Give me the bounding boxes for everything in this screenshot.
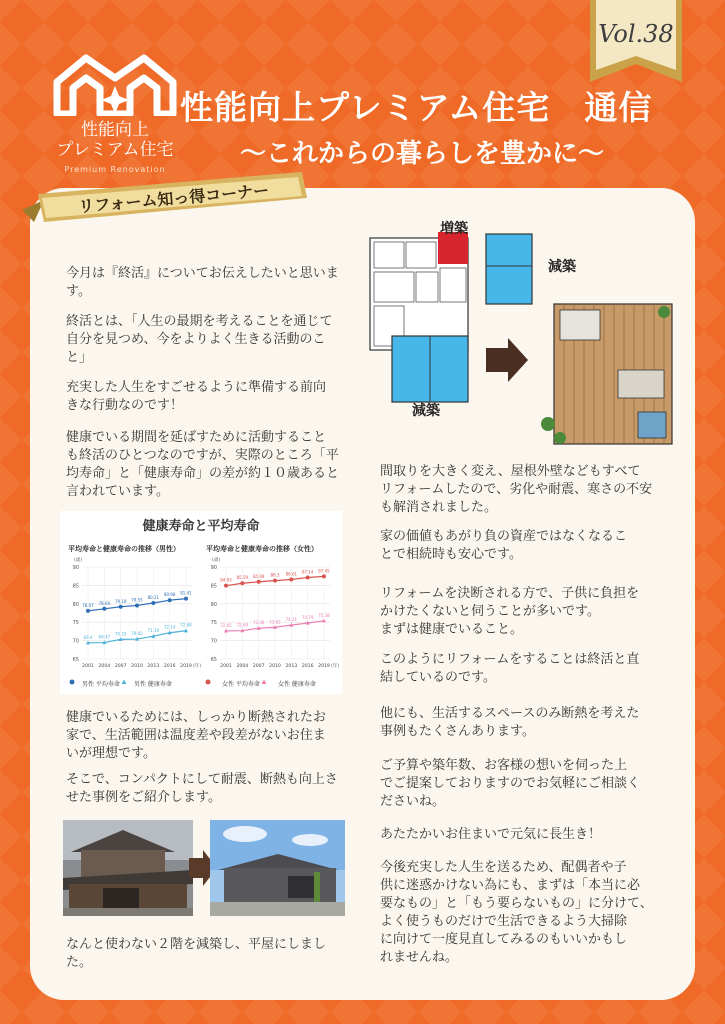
right-paragraph-2-line-2: まずは健康でいること。 bbox=[380, 622, 524, 637]
data-label: 86.61 bbox=[285, 571, 298, 577]
right-paragraph-0-line-1: リフォームしたので、劣化や耐震、寒さの不安 bbox=[380, 482, 653, 497]
left-paragraph-1-line-0: 終活とは、「人生の最期を考えることを通じて bbox=[66, 314, 333, 329]
y-tick-label: 80 bbox=[210, 601, 217, 608]
data-label: 70.42 bbox=[131, 631, 143, 637]
data-label: 80.98 bbox=[163, 592, 176, 598]
left-paragraph-5-line-1: せた事例をご紹介します。 bbox=[66, 790, 221, 805]
x-tick-label: 2007 bbox=[252, 664, 265, 669]
section-ribbon bbox=[22, 168, 312, 228]
x-tick-label: 2016 bbox=[301, 664, 314, 669]
x-tick-label: 2019 bbox=[180, 664, 192, 669]
label-reduce-top: 減築 bbox=[548, 259, 576, 275]
page-title: 性能向上プレミアム住宅 通信 bbox=[180, 88, 653, 127]
left-paragraph-4-line-2: いが理想です。 bbox=[66, 746, 156, 761]
data-label: 86.3 bbox=[270, 572, 280, 578]
right-paragraph-7-line-3: よく使うものだけで生活できるよう大掃除 bbox=[380, 914, 628, 929]
right-paragraph-5-line-0: ご予算や築年数、お客様の想いを伺った上 bbox=[380, 758, 628, 773]
right-paragraph-3-line-1: 結しているのです。 bbox=[380, 670, 496, 685]
before-photo bbox=[63, 820, 193, 916]
data-label: 71.19 bbox=[147, 628, 160, 634]
logo-text-2: プレミアム住宅 bbox=[56, 140, 174, 160]
right-paragraph-5-line-2: ださいね。 bbox=[380, 794, 446, 809]
left-paragraph-6-line-0: なんと使わない２階を減築し、平屋にしまし bbox=[66, 937, 327, 952]
data-label: 87.45 bbox=[318, 568, 330, 574]
data-point bbox=[102, 607, 106, 611]
data-label: 75.38 bbox=[318, 612, 330, 618]
y-tick-label: 70 bbox=[210, 638, 217, 645]
x-tick-label: 2004 bbox=[236, 664, 249, 669]
right-paragraph-4-line-1: 事例もたくさんあります。 bbox=[380, 724, 535, 739]
chart-male-title: 平均寿命と健康寿命の推移（男性） bbox=[68, 545, 180, 553]
data-label: 74.79 bbox=[301, 614, 314, 620]
x-tick-label: 2013 bbox=[147, 664, 160, 669]
data-point bbox=[184, 597, 188, 601]
x-unit-label: (年) bbox=[331, 664, 340, 669]
data-label: 72.68 bbox=[180, 622, 192, 628]
y-tick-label: 85 bbox=[72, 583, 79, 590]
legend-female-healthy: 女性 健康寿命 bbox=[278, 681, 316, 688]
data-point bbox=[240, 581, 244, 585]
legend-marker bbox=[70, 680, 75, 685]
data-point bbox=[119, 605, 123, 609]
right-paragraph-7-line-4: に向けて一度見直してみるのもいいかもし bbox=[380, 932, 628, 947]
left-paragraph-3-line-0: 健康でいる期間を延ばすために活動すること bbox=[66, 430, 327, 445]
right-paragraph-2-line-1: かけたくないと伺うことが多いです。 bbox=[380, 604, 600, 619]
y-unit-label: (歳) bbox=[212, 558, 221, 563]
y-tick-label: 80 bbox=[72, 601, 79, 608]
left-paragraph-4-line-1: 家で、生活範囲は温度差や段差がないお住ま bbox=[66, 728, 326, 743]
left-paragraph-1-line-2: と」 bbox=[66, 350, 93, 365]
data-point bbox=[322, 574, 326, 578]
y-tick-label: 85 bbox=[210, 583, 217, 590]
data-point bbox=[86, 609, 90, 613]
left-paragraph-3-line-1: も終活のひとつなのですが、実際のところ「平 bbox=[66, 448, 339, 463]
data-label: 73.36 bbox=[252, 620, 265, 626]
data-point bbox=[306, 576, 310, 580]
data-label: 80.21 bbox=[147, 595, 160, 601]
data-label: 87.14 bbox=[301, 569, 314, 575]
left-paragraph-3-line-3: 言われています。 bbox=[66, 484, 169, 499]
x-tick-label: 2013 bbox=[285, 664, 298, 669]
left-paragraph-4-line-0: 健康でいるためには、しっかり断熱されたお bbox=[66, 710, 327, 725]
y-unit-label: (歳) bbox=[74, 558, 83, 563]
data-label: 72.69 bbox=[236, 622, 249, 628]
left-paragraph-0-line-1: す。 bbox=[66, 284, 91, 299]
right-paragraph-0-line-2: も解消されました。 bbox=[380, 500, 498, 515]
data-point bbox=[257, 580, 261, 584]
data-label: 84.93 bbox=[220, 577, 232, 583]
legend-marker bbox=[122, 680, 127, 685]
data-label: 72.14 bbox=[163, 624, 176, 630]
chart-title: 健康寿命と平均寿命 bbox=[142, 519, 260, 534]
volume-number: Vol.38 bbox=[598, 20, 674, 48]
right-paragraph-4-line-0: 他にも、生活するスペースのみ断熱を考えた bbox=[380, 706, 640, 721]
data-label: 74.21 bbox=[285, 617, 298, 623]
data-label: 81.41 bbox=[180, 590, 192, 596]
data-point bbox=[151, 601, 155, 605]
logo-text-1: 性能向上 bbox=[81, 120, 149, 140]
data-label: 79.19 bbox=[114, 598, 127, 604]
chart-plot bbox=[60, 511, 342, 694]
data-label: 69.47 bbox=[98, 634, 111, 640]
left-paragraph-0-line-0: 今月は『終活』についてお伝えしたいと思いま bbox=[66, 266, 339, 281]
x-tick-label: 2010 bbox=[131, 664, 143, 669]
right-paragraph-7-line-0: 今後充実した人生を送るため、配偶者や子 bbox=[380, 860, 627, 875]
volume-badge bbox=[588, 0, 684, 82]
left-paragraph-2-line-1: きな行動なのです！ bbox=[66, 398, 184, 413]
logo-text-3: Premium Renovation bbox=[64, 165, 166, 174]
left-paragraph-6-line-1: た。 bbox=[66, 955, 93, 970]
after-photo bbox=[210, 820, 345, 916]
data-label: 69.4 bbox=[83, 634, 93, 640]
right-paragraph-6-line-0: あたたかいお住まいで元気に長生き！ bbox=[380, 827, 602, 842]
data-label: 79.55 bbox=[131, 597, 143, 603]
data-point bbox=[289, 577, 293, 581]
y-tick-label: 65 bbox=[210, 657, 217, 663]
right-paragraph-1-line-1: とで相続時も安心です。 bbox=[380, 547, 522, 562]
logo bbox=[40, 52, 190, 182]
right-paragraph-3-line-0: このようにリフォームをすることは終活と直 bbox=[380, 652, 640, 667]
right-paragraph-5-line-1: でご提案しておりますのでお気軽にご相談く bbox=[380, 776, 641, 791]
right-paragraph-0-line-0: 間取りを大きく変え、屋根外壁などもすべて bbox=[380, 464, 641, 479]
data-label: 70.33 bbox=[114, 631, 127, 637]
chart-female-title: 平均寿命と健康寿命の推移（女性） bbox=[206, 545, 318, 553]
x-unit-label: (年) bbox=[193, 664, 202, 669]
data-label: 72.65 bbox=[220, 622, 232, 628]
y-tick-label: 75 bbox=[210, 620, 217, 627]
legend-marker bbox=[206, 680, 211, 685]
data-label: 73.62 bbox=[269, 619, 281, 625]
label-add: 増築 bbox=[440, 221, 468, 237]
legend-marker bbox=[262, 680, 267, 685]
data-label: 78.07 bbox=[82, 602, 94, 608]
y-tick-label: 70 bbox=[72, 638, 79, 645]
right-paragraph-1-line-0: 家の価値もあがり負の資産ではなくなるこ bbox=[380, 529, 628, 544]
left-paragraph-3-line-2: 均寿命」と「健康寿命」の差が約１０歳あると bbox=[66, 466, 340, 481]
x-tick-label: 2001 bbox=[82, 664, 94, 669]
data-point bbox=[135, 603, 139, 607]
data-label: 85.59 bbox=[236, 575, 249, 581]
label-reduce-bottom: 減築 bbox=[412, 403, 440, 419]
life-expectancy-chart bbox=[60, 511, 342, 694]
data-label: 78.64 bbox=[98, 600, 111, 606]
right-paragraph-2-line-0: リフォームを決断される方で、子供に負担を bbox=[380, 586, 640, 601]
x-tick-label: 2007 bbox=[114, 664, 127, 669]
data-point bbox=[224, 584, 228, 588]
data-point bbox=[168, 598, 172, 602]
legend-female-avg: 女性 平均寿命 bbox=[222, 681, 260, 688]
y-tick-label: 90 bbox=[210, 565, 217, 571]
left-paragraph-5-line-0: そこで、コンパクトにして耐震、断熱も向上さ bbox=[66, 772, 338, 787]
y-tick-label: 75 bbox=[72, 620, 79, 627]
legend-male-avg: 男性 平均寿命 bbox=[82, 681, 120, 688]
left-paragraph-1-line-1: 自分を見つめ、今をよりよく生きる活動のこ bbox=[66, 332, 326, 347]
y-tick-label: 90 bbox=[72, 565, 79, 571]
y-tick-label: 65 bbox=[72, 657, 79, 663]
x-tick-label: 2016 bbox=[163, 664, 176, 669]
section-ribbon-label: リフォーム知っ得コーナー bbox=[77, 180, 270, 217]
legend-male-healthy: 男性 健康寿命 bbox=[134, 681, 172, 688]
right-paragraph-7-line-2: 要なもの」と「もう要らないもの」に分けて、 bbox=[380, 896, 653, 911]
right-paragraph-7-line-5: れませんね。 bbox=[380, 950, 459, 965]
data-label: 85.99 bbox=[252, 573, 265, 579]
left-paragraph-2-line-0: 充実した人生をすごせるように準備する前向 bbox=[66, 380, 327, 395]
page-subtitle: ～これからの暮らしを豊かに～ bbox=[240, 139, 605, 169]
floorplan-comparison bbox=[368, 220, 678, 452]
x-tick-label: 2001 bbox=[220, 664, 232, 669]
x-tick-label: 2004 bbox=[98, 664, 111, 669]
right-paragraph-7-line-1: 供に迷惑かけない為にも、まずは「本当に必 bbox=[380, 878, 641, 893]
data-point bbox=[273, 579, 277, 583]
x-tick-label: 2019 bbox=[318, 664, 330, 669]
x-tick-label: 2010 bbox=[269, 664, 281, 669]
house-logo-icon bbox=[52, 52, 178, 116]
